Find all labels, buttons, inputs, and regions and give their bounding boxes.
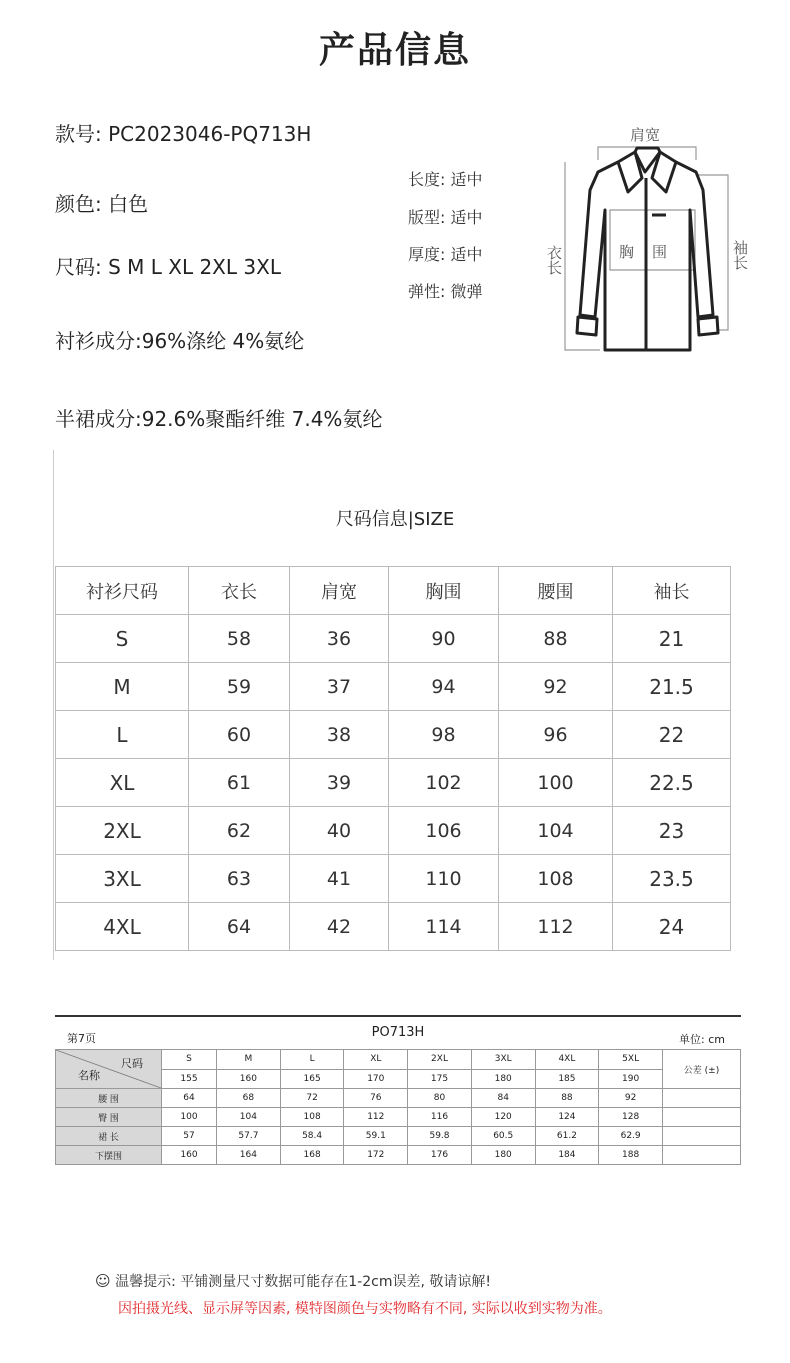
table-row	[56, 855, 731, 903]
table-cell: 120	[471, 1108, 535, 1127]
height-cell: 190	[599, 1069, 663, 1089]
skirt-material: 半裙成分:92.6%聚酯纤维 7.4%氨纶	[55, 407, 383, 431]
table-cell: 61.2	[535, 1127, 599, 1146]
table-cell: 21.5	[613, 663, 731, 711]
sheet-title: PO713H	[371, 1025, 425, 1040]
table-cell: 94	[389, 663, 499, 711]
table-header-row	[56, 567, 731, 615]
table-cell: 128	[599, 1108, 663, 1127]
height-cell: 170	[344, 1069, 408, 1089]
table-cell: 4XL	[56, 903, 189, 951]
table-cell: 88	[499, 615, 613, 663]
table-row	[56, 663, 731, 711]
table-cell: 76	[344, 1089, 408, 1108]
height-cell: 160	[217, 1069, 281, 1089]
table-cell: 23.5	[613, 855, 731, 903]
table-cell	[663, 1089, 741, 1108]
label-shoulder: 肩宽	[629, 126, 661, 144]
table-cell: 104	[499, 807, 613, 855]
table-cell: 41	[290, 855, 389, 903]
table-cell: 40	[290, 807, 389, 855]
table-cell: 112	[499, 903, 613, 951]
sheet-page-number: 第7页	[67, 1032, 96, 1045]
table-cell: 180	[471, 1146, 535, 1165]
sizes-info: 尺码: S M L XL 2XL 3XL	[55, 255, 281, 279]
table-cell: 72	[280, 1089, 344, 1108]
height-cell: 180	[471, 1069, 535, 1089]
size-cell: 3XL	[471, 1050, 535, 1070]
table-cell: 57	[162, 1127, 217, 1146]
table-row	[56, 807, 731, 855]
table-cell: 160	[162, 1146, 217, 1165]
table-cell: 60	[189, 711, 290, 759]
table-row	[56, 711, 731, 759]
table-cell: 124	[535, 1108, 599, 1127]
table-cell: 114	[389, 903, 499, 951]
height-cell: 185	[535, 1069, 599, 1089]
table-cell: 58.4	[280, 1127, 344, 1146]
table-cell: 62.9	[599, 1127, 663, 1146]
table-cell: 37	[290, 663, 389, 711]
table-cell: 100	[499, 759, 613, 807]
table-cell: 36	[290, 615, 389, 663]
size-heading: 尺码信息|SIZE	[335, 509, 455, 530]
style-number: 款号: PC2023046-PQ713H	[55, 122, 312, 146]
size-cell: 2XL	[408, 1050, 472, 1070]
corner-size-label: 尺码	[121, 1057, 143, 1070]
table-row	[56, 1146, 741, 1165]
row-label: 下摆围	[56, 1146, 162, 1165]
header-cell: 肩宽	[290, 567, 389, 615]
table-cell: 59.8	[408, 1127, 472, 1146]
table-cell: 188	[599, 1146, 663, 1165]
table-cell: 92	[599, 1089, 663, 1108]
attr-thickness: 厚度: 适中	[408, 245, 483, 264]
corner-name-label: 名称	[78, 1069, 100, 1082]
table-cell: 58	[189, 615, 290, 663]
table-cell: 112	[344, 1108, 408, 1127]
table-cell: 64	[189, 903, 290, 951]
smile-icon: ☺	[95, 1272, 111, 1290]
sheet-unit: 单位: cm	[679, 1033, 725, 1046]
attr-length: 长度: 适中	[408, 170, 483, 189]
table-cell: 22	[613, 711, 731, 759]
table-cell: 110	[389, 855, 499, 903]
table-cell: 184	[535, 1146, 599, 1165]
table-cell: 61	[189, 759, 290, 807]
table-cell: 92	[499, 663, 613, 711]
table-cell	[663, 1146, 741, 1165]
size-cell: L	[280, 1050, 344, 1070]
table-cell: 60.5	[471, 1127, 535, 1146]
table-cell: 57.7	[217, 1127, 281, 1146]
table-cell: 172	[344, 1146, 408, 1165]
tip-note	[95, 1271, 491, 1291]
height-cell: 175	[408, 1069, 472, 1089]
table-row	[56, 759, 731, 807]
table-cell: 24	[613, 903, 731, 951]
row-label: 臀 围	[56, 1108, 162, 1127]
table-cell: 96	[499, 711, 613, 759]
label-length: 衣长	[545, 245, 563, 275]
table-cell: 22.5	[613, 759, 731, 807]
table-cell: 104	[217, 1108, 281, 1127]
shirt-material: 衬衫成分:96%涤纶 4%氨纶	[55, 329, 305, 353]
shirt-diagram	[540, 120, 760, 365]
tolerance-header: 公差 (±)	[663, 1050, 741, 1089]
table-cell: 100	[162, 1108, 217, 1127]
header-cell: 衣长	[189, 567, 290, 615]
table-row	[56, 615, 731, 663]
header-cell: 腰围	[499, 567, 613, 615]
size-cell: S	[162, 1050, 217, 1070]
table-cell: 63	[189, 855, 290, 903]
table-cell: 106	[389, 807, 499, 855]
table-cell: XL	[56, 759, 189, 807]
height-cell: 165	[280, 1069, 344, 1089]
height-cell: 155	[162, 1069, 217, 1089]
table-cell	[663, 1127, 741, 1146]
size-cell: XL	[344, 1050, 408, 1070]
table-row	[56, 903, 731, 951]
table-cell: 59.1	[344, 1127, 408, 1146]
table-cell: 108	[499, 855, 613, 903]
table-cell: 68	[217, 1089, 281, 1108]
table-cell: 108	[280, 1108, 344, 1127]
table-cell: S	[56, 615, 189, 663]
color-info: 颜色: 白色	[55, 192, 149, 216]
size-cell: M	[217, 1050, 281, 1070]
table-cell: 88	[535, 1089, 599, 1108]
table-cell: 84	[471, 1089, 535, 1108]
header-cell: 胸围	[389, 567, 499, 615]
size-cell: 5XL	[599, 1050, 663, 1070]
table-cell: M	[56, 663, 189, 711]
diagonal-divider	[56, 1050, 161, 1088]
table-cell: 39	[290, 759, 389, 807]
header-cell: 衬衫尺码	[56, 567, 189, 615]
skirt-size-table	[55, 1049, 741, 1165]
table-cell	[663, 1108, 741, 1127]
label-sleeve: 袖长	[731, 240, 749, 270]
table-cell: 3XL	[56, 855, 189, 903]
table-cell: 2XL	[56, 807, 189, 855]
table-cell: 176	[408, 1146, 472, 1165]
shirt-size-table	[55, 566, 731, 951]
table-cell: 102	[389, 759, 499, 807]
table-row	[56, 1127, 741, 1146]
size-cell: 4XL	[535, 1050, 599, 1070]
attr-fit: 版型: 适中	[408, 208, 483, 227]
table-cell: 23	[613, 807, 731, 855]
table-cell: 164	[217, 1146, 281, 1165]
page-title: 产品信息	[318, 30, 471, 71]
attr-elasticity: 弹性: 微弹	[408, 282, 483, 301]
table-cell: 21	[613, 615, 731, 663]
header-cell: 袖长	[613, 567, 731, 615]
disclaimer-note: 因拍摄光线、显示屏等因素, 模特图颜色与实物略有不同, 实际以收到实物为准。	[118, 1301, 612, 1317]
tip-text: 温馨提示: 平铺测量尺寸数据可能存在1-2cm误差, 敬请谅解!	[115, 1274, 491, 1290]
table-cell: 59	[189, 663, 290, 711]
table-cell: 64	[162, 1089, 217, 1108]
skirt-size-sheet	[55, 1015, 741, 1183]
table-row	[56, 1050, 741, 1070]
table-cell: 62	[189, 807, 290, 855]
table-cell: 38	[290, 711, 389, 759]
table-row	[56, 1089, 741, 1108]
row-label: 腰 围	[56, 1089, 162, 1108]
table-cell: 98	[389, 711, 499, 759]
table-cell: L	[56, 711, 189, 759]
table-cell: 116	[408, 1108, 472, 1127]
table-cell: 80	[408, 1089, 472, 1108]
row-label: 裙 长	[56, 1127, 162, 1146]
label-chest: 胸围	[618, 243, 686, 261]
table-row	[56, 1108, 741, 1127]
table-cell: 42	[290, 903, 389, 951]
table-cell: 168	[280, 1146, 344, 1165]
table-cell: 90	[389, 615, 499, 663]
corner-cell	[56, 1050, 162, 1089]
